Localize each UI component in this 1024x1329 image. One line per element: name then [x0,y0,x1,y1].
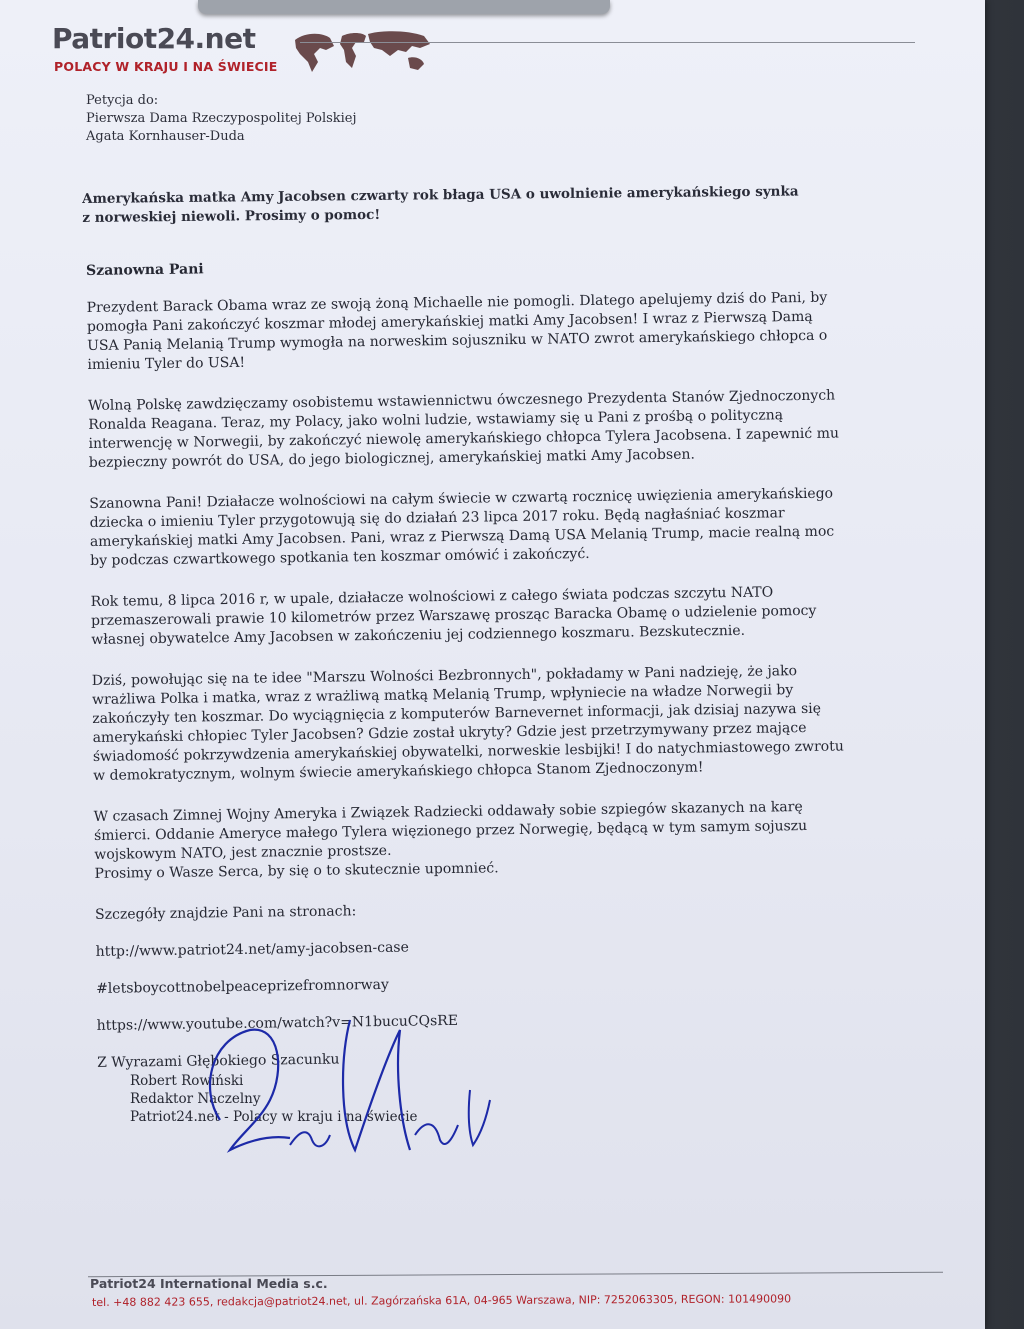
logo-tagline: POLACY W KRAJU I NA ŚWIECIE [54,59,278,74]
footer-contact: tel. +48 882 423 655, redakcja@patriot24.net, ul. Zagórzańska 61A, 04-965 Warszawa, NIP: 7252063305, REGON: 101490090 [92,1292,792,1309]
address-line-2: Pierwsza Dama Rzeczypospolitej Polskiej [86,111,357,126]
paragraph-3: Szanowna Pani! Działacze wolnościowi na całym świecie w czwartą rocznicę uwięzienia amerykańskiego dziecka o imieniu Tyler przygotowują się do działań 23 lipca 2017 roku. Będą nagłaśniać koszmar amerykańskiej matki Amy Jacobsen. Pani, wraz z Pierwszą Damą USA Melanią Trump, macie realną moc by podczas czwartkowego spotkania ten koszmar omówić i zakończyć. [89,485,835,569]
address-line-1: Petycja do: [86,93,159,108]
signer-name: Robert Rowiński [130,1073,244,1089]
link-youtube: https://www.youtube.com/watch?v=N1bucuCQsRE [96,1012,459,1034]
closing-line: Prosimy o Wasze Serca, by się o to skutecznie upomnieć. [94,860,499,882]
logo-name: Patriot24.net [52,22,256,55]
signer-role: Redaktor Naczelny [130,1091,261,1107]
world-map-icon [290,26,440,76]
lead-statement: Amerykańska matka Amy Jacobsen czwarty rok błaga USA o uwolnienie amerykańskiego synka z norweskiej niewoli. Prosimy o pomoc! [82,183,799,226]
footer-company: Patriot24 International Media s.c. [90,1276,328,1291]
clipboard-clip [198,0,610,14]
patriot24-logo [52,22,392,82]
link-website: http://www.patriot24.net/amy-jacobsen-case [95,939,409,960]
paragraph-5: Dziś, powołując się na te idee "Marszu Wolności Bezbronnych", pokładamy w Pani nadzieję, że jako wrażliwa Polka i matka, wraz z wrażliwą matką Melanią Trump, wpłyniecie na władze Norwegii by zakończyły ten koszmar. Do wyciągnięcia z komputerów Barnevernet informacji, jak dzisiaj nazywa się amerykański chłopiec Tyler Jacobsen? Gdzie został ukryty? Gdzie jest przetrzymywany przez mające świadomość pokrzywdzenia amerykańskiej obywatelki, norweskie lesbijki! I do natychmiastowego zwrotu w demokratycznym, wolnym świecie amerykańskiego chłopca Stanom Zjednoczonym! [91,663,844,784]
details-intro: Szczegóły znajdzie Pani na stronach: [95,903,357,923]
letter-body [86,251,858,1091]
signoff: Z Wyrazami Głębokiego Szacunku [97,1051,340,1071]
paragraph-1: Prezydent Barack Obama wraz ze swoją żoną Michaelle nie pomogli. Dlatego apelujemy dziś do Pani, by pomogła Pani zakończyć koszmar młodej amerykańskiej matki Amy Jacobsen! I wraz z Pierwszą Damą USA Panią Melanią Trump wymogła na norweskim sojuszniku w NATO zwrot amerykańskiego chłopca o imieniu Tyler do USA! [86,289,828,373]
paragraph-2: Wolną Polskę zawdzięczamy osobistemu wstawiennictwu ówczesnego Prezydenta Stanów Zjednoczonych Ronalda Reagana. Teraz, my Polacy, jako wolni ludzie, wstawiamy się u Pani z prośbą o polityczną interwencję w Norwegii, by zakończyć niewolę amerykańskiego chłopca Tylera Jacobsena. I zapewnić mu bezpieczny powrót do USA, do jego biologicznej, amerykańskiej matki Amy Jacobsen. [87,387,840,471]
header-rule [300,42,915,43]
signer-org: Patriot24.net - Polacy w kraju i na świecie [130,1109,418,1125]
address-line-3: Agata Kornhauser-Duda [86,129,245,144]
paragraph-6: W czasach Zimnej Wojny Ameryka i Związek Radziecki oddawały sobie szpiegów skazanych na karę śmierci. Oddanie Ameryce małego Tylera więzionego przez Norwegię, będącą w tym samym sojuszu wojskowym NATO, jest znacznie prostsze. [93,799,808,863]
paragraph-4: Rok temu, 8 lipca 2016 r, w upale, działacze wolnościowi z całego świata podczas szczytu NATO przemaszerowali prawie 10 kilometrów przez Warszawę prosząc Baracka Obamę o udzielenie pomocy własnej obywatelce Amy Jacobsen w zakończeniu jej codziennego koszmaru. Bezskutecznie. [90,584,817,648]
petition-address [86,92,357,146]
link-hashtag: #letsboycottnobelpeaceprizefromnorway [96,976,389,997]
greeting: Szanowna Pani [86,261,204,279]
handwritten-signature [190,1000,510,1170]
